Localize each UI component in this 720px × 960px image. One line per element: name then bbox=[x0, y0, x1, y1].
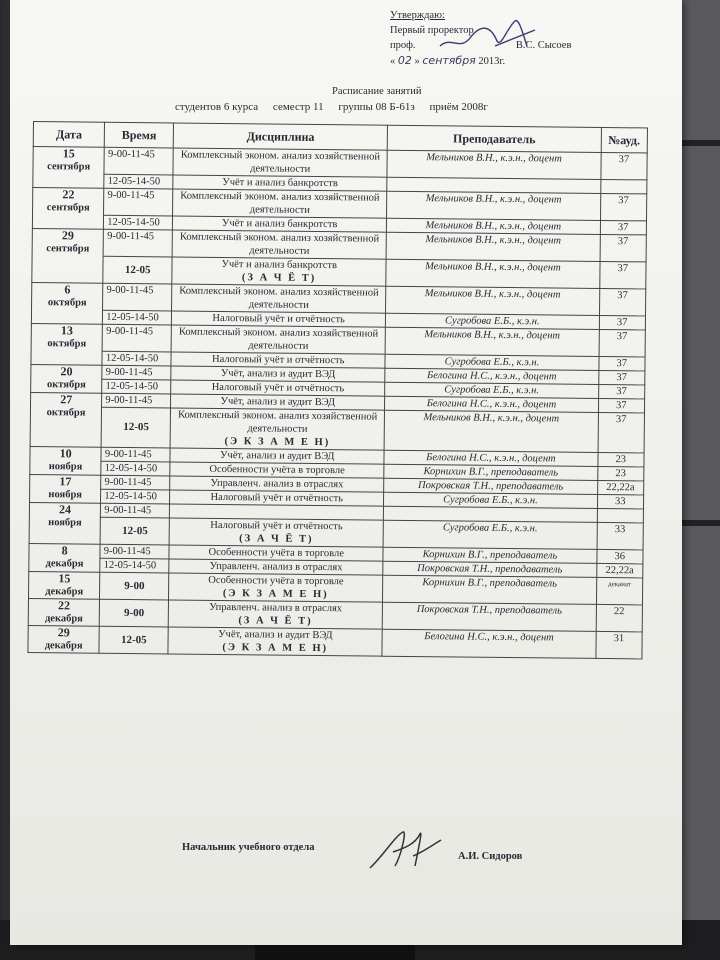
discipline-name: Комплексный эконом. анализ хозяйственной деятельности bbox=[180, 190, 380, 216]
cell-date bbox=[31, 323, 103, 365]
cell-teacher: Корнихин В.Г., преподаватель bbox=[384, 464, 597, 480]
discipline-name: Комплексный эконом. анализ хозяйственной деятельности bbox=[180, 149, 381, 175]
date-day: 29 bbox=[57, 625, 70, 640]
approval-signer-name: В.С. Сысоев bbox=[515, 40, 572, 51]
cell-room bbox=[600, 179, 647, 193]
discipline-name: Управленч. анализ в отраслях bbox=[209, 560, 343, 574]
cell-date bbox=[28, 571, 100, 599]
footer-name: А.И. Сидоров bbox=[458, 851, 523, 862]
document-sheet bbox=[10, 0, 682, 945]
date-month: декабря bbox=[45, 586, 84, 598]
discipline-name: Учёт, анализ и аудит ВЭД bbox=[220, 367, 336, 381]
col-teacher: Преподаватель bbox=[387, 125, 601, 152]
date-month: октября bbox=[47, 338, 87, 350]
assessment-type: (З А Ч Ё Т) bbox=[238, 615, 313, 627]
date-month: октября bbox=[47, 297, 87, 309]
semester: семестр 11 bbox=[272, 101, 324, 113]
date-day: 6 bbox=[64, 282, 71, 297]
footer-position: Начальник учебного отдела bbox=[182, 842, 315, 853]
cell-teacher: Мельников В.Н., к.э.н., доцент bbox=[387, 218, 600, 234]
cell-discipline bbox=[173, 148, 387, 177]
discipline-name: Комплексный эконом. анализ хозяйственной деятельности bbox=[177, 409, 378, 435]
cell-time: 9-00-11-45 bbox=[104, 188, 173, 216]
date-day: 17 bbox=[59, 474, 72, 489]
cell-time: 12-05-14-50 bbox=[101, 461, 170, 476]
cell-time: 12-05-14-50 bbox=[100, 558, 169, 573]
discipline-name: Комплексный эконом. анализ хозяйственной деятельности bbox=[179, 231, 380, 257]
cell-time: 12-05-14-50 bbox=[103, 310, 172, 325]
students-course: студентов 6 курса bbox=[175, 101, 259, 113]
cell-time: 9-00-11-45 bbox=[101, 475, 170, 490]
discipline-name: Учёт и анализ банкротств bbox=[222, 176, 338, 190]
cell-teacher: Сугробова Е.Б., к.э.н. bbox=[383, 520, 597, 549]
date-month: декабря bbox=[45, 558, 84, 570]
cell-date bbox=[29, 543, 101, 572]
cell-discipline bbox=[173, 189, 387, 218]
cell-discipline bbox=[168, 600, 382, 629]
cell-date bbox=[31, 364, 103, 393]
discipline-name: Учёт, анализ и аудит ВЭД bbox=[219, 449, 335, 463]
cell-teacher: Сугробова Е.Б., к.э.н. bbox=[386, 313, 599, 329]
cell-room: 37 bbox=[599, 288, 646, 315]
cell-teacher: Мельников В.Н., к.э.н., доцент bbox=[384, 410, 598, 452]
date-month: октября bbox=[46, 407, 86, 419]
assessment-type: (Э К З А М Е Н) bbox=[222, 588, 329, 601]
cell-time: 12-05-14-50 bbox=[102, 379, 171, 394]
cell-room: 23 bbox=[597, 466, 644, 480]
date-day: 13 bbox=[60, 323, 74, 338]
date-day: 02 bbox=[397, 54, 412, 67]
date-month: декабря bbox=[44, 613, 83, 625]
cell-date bbox=[30, 392, 102, 447]
cell-room: 37 bbox=[598, 356, 645, 370]
cell-room: 37 bbox=[600, 234, 647, 261]
cell-teacher: Корнихин В.Г., преподаватель bbox=[383, 575, 597, 604]
cell-teacher: Покровская Т.Н., преподаватель bbox=[383, 561, 596, 577]
group: группы 08 Б-61з bbox=[338, 101, 415, 113]
assessment-type: (З А Ч Ё Т) bbox=[239, 533, 314, 545]
cell-time: 12-05-14-50 bbox=[102, 351, 171, 366]
cell-teacher: Мельников В.Н., к.э.н., доцент bbox=[385, 327, 599, 356]
cell-teacher: Мельников В.Н., к.э.н., доцент bbox=[387, 191, 601, 220]
intake-year: приём 2008г bbox=[429, 101, 488, 113]
cell-discipline bbox=[168, 627, 382, 656]
cell-teacher: Мельников В.Н., к.э.н., доцент bbox=[386, 259, 600, 288]
cell-room: 37 bbox=[600, 220, 647, 234]
discipline-name: Особенности учёта в торговле bbox=[208, 574, 344, 588]
cell-room: 37 bbox=[598, 398, 645, 412]
cell-time: 12-05 bbox=[100, 517, 169, 545]
cell-date bbox=[32, 228, 104, 283]
cell-teacher: Покровская Т.Н., преподаватель bbox=[382, 602, 596, 631]
date-month: ноября bbox=[48, 489, 83, 501]
date-day: 22 bbox=[58, 598, 71, 613]
col-date: Дата bbox=[33, 122, 105, 148]
cell-discipline bbox=[170, 408, 385, 450]
cell-time: 9-00-11-45 bbox=[103, 229, 172, 257]
discipline-name: Учёт, анализ и аудит ВЭД bbox=[218, 628, 333, 642]
cell-date bbox=[28, 598, 100, 626]
cell-teacher: Мельников В.Н., к.э.н., доцент bbox=[386, 286, 600, 315]
date-day: 20 bbox=[60, 364, 73, 379]
cell-teacher: Белогина Н.С., к.э.н., доцент bbox=[384, 450, 597, 466]
date-month: ноября bbox=[48, 517, 82, 529]
cell-time: 9-00-11-45 bbox=[104, 147, 173, 175]
date-month: октября bbox=[46, 379, 86, 391]
cell-room: 37 bbox=[599, 261, 646, 288]
cell-discipline bbox=[172, 257, 386, 286]
date-quote: » bbox=[414, 56, 420, 67]
cell-date bbox=[31, 282, 103, 324]
date-day: 15 bbox=[62, 146, 75, 161]
cell-teacher: Покровская Т.Н., преподаватель bbox=[384, 478, 597, 494]
cell-teacher: Белогина Н.С., к.э.н., доцент bbox=[385, 396, 598, 412]
cell-teacher: Сугробова Е.Б., к.э.н. bbox=[385, 354, 598, 370]
schedule-table bbox=[27, 121, 648, 659]
cell-time: 9-00 bbox=[100, 599, 169, 627]
cell-discipline bbox=[172, 284, 386, 313]
cell-time: 12-05 bbox=[101, 407, 170, 448]
schedule-subtitle bbox=[175, 101, 500, 113]
cell-time: 12-05-14-50 bbox=[104, 215, 173, 230]
date-quote: « bbox=[390, 56, 396, 67]
date-day: 8 bbox=[61, 543, 68, 558]
discipline-name: Налоговый учёт и отчётность bbox=[210, 491, 344, 505]
cell-date bbox=[29, 502, 101, 544]
cell-time: 9-00-11-45 bbox=[100, 544, 169, 559]
cell-room: 33 bbox=[597, 522, 644, 549]
cell-time: 12-05 bbox=[99, 626, 168, 654]
cell-room: 36 bbox=[596, 549, 643, 563]
cell-discipline bbox=[169, 573, 383, 602]
discipline-name: Налоговый учёт и отчётность bbox=[210, 519, 343, 533]
cell-room: 37 bbox=[598, 412, 645, 452]
cell-date bbox=[30, 474, 102, 503]
date-month: сентября bbox=[46, 243, 90, 255]
cell-room: 37 bbox=[598, 370, 645, 384]
cell-date bbox=[32, 188, 104, 230]
date-day: 24 bbox=[59, 502, 72, 517]
approval-title: проф. bbox=[390, 40, 416, 51]
prorector-signature bbox=[435, 16, 545, 56]
cell-teacher: Белогина Н.С., к.э.н., доцент bbox=[382, 629, 596, 658]
cell-teacher: Мельников В.Н., к.э.н., доцент bbox=[386, 232, 600, 261]
cell-time: 9-00-11-45 bbox=[102, 324, 171, 352]
cell-time: 9-00-11-45 bbox=[103, 283, 172, 311]
discipline-name: Налоговый учёт и отчётность bbox=[212, 312, 345, 326]
discipline-name: Особенности учёта в торговле bbox=[208, 546, 344, 560]
cell-time: 9-00 bbox=[100, 572, 169, 600]
approval-heading: Утверждаю: bbox=[390, 10, 445, 21]
schedule-title: Расписание занятий bbox=[332, 86, 422, 97]
assessment-type: (Э К З А М Е Н) bbox=[224, 436, 331, 449]
date-day: 29 bbox=[61, 228, 75, 243]
cell-time: 12-05-14-50 bbox=[101, 489, 170, 504]
date-month: сентября bbox=[47, 161, 91, 173]
discipline-name: Управленч. анализ в отраслях bbox=[210, 477, 344, 491]
discipline-name: Особенности учёта в торговле bbox=[209, 463, 345, 477]
cell-discipline bbox=[171, 325, 385, 354]
cell-room: 22,22а bbox=[597, 480, 644, 494]
discipline-name: Комплексный эконом. анализ хозяйственной деятельности bbox=[179, 285, 379, 311]
cell-teacher: Сугробова Е.Б., к.э.н. bbox=[385, 382, 598, 398]
cell-room: 37 bbox=[600, 152, 647, 179]
cell-room: деканат bbox=[596, 577, 643, 604]
cell-teacher: Сугробова Е.Б., к.э.н. bbox=[384, 492, 597, 508]
discipline-name: Налоговый учёт и отчётность bbox=[211, 381, 345, 395]
cell-time: 9-00-11-45 bbox=[101, 447, 170, 462]
cell-discipline bbox=[172, 230, 386, 259]
cell-room: 33 bbox=[597, 494, 644, 508]
assessment-type: (Э К З А М Е Н) bbox=[222, 642, 329, 655]
approval-position: Первый проректор bbox=[390, 25, 474, 36]
cell-room: 22 bbox=[596, 604, 643, 631]
cell-discipline bbox=[169, 518, 383, 547]
cell-room bbox=[597, 508, 644, 522]
col-room: №ауд. bbox=[601, 127, 648, 152]
cell-teacher: Белогина Н.С., к.э.н., доцент bbox=[385, 368, 598, 384]
cell-room: 31 bbox=[595, 631, 642, 658]
col-discipline: Дисциплина bbox=[173, 123, 387, 150]
date-day: 22 bbox=[62, 187, 75, 202]
cell-room: 37 bbox=[600, 193, 647, 220]
cell-room: 37 bbox=[599, 315, 646, 329]
date-year: 2013г. bbox=[478, 56, 506, 67]
cell-time: 12-05 bbox=[103, 256, 172, 284]
cell-time: 9-00-11-45 bbox=[102, 393, 171, 408]
cell-date bbox=[33, 147, 105, 189]
cell-teacher: Корнихин В.Г., преподаватель bbox=[383, 547, 596, 563]
cell-room: 37 bbox=[598, 384, 645, 398]
discipline-name: Учёт и анализ банкротств bbox=[221, 258, 338, 272]
date-month: ноября bbox=[48, 461, 83, 473]
cell-room: 22,22а bbox=[596, 563, 643, 577]
discipline-name: Управленч. анализ в отраслях bbox=[209, 601, 343, 615]
cell-room: 37 bbox=[599, 329, 646, 356]
cell-time: 12-05-14-50 bbox=[104, 174, 173, 189]
date-month: сентября bbox=[422, 54, 476, 67]
discipline-name: Налоговый учёт и отчётность bbox=[211, 353, 345, 367]
head-signature bbox=[365, 826, 445, 874]
discipline-name: Комплексный эконом. анализ хозяйственной деятельности bbox=[178, 326, 379, 352]
discipline-name: Учёт, анализ и аудит ВЭД bbox=[220, 395, 336, 409]
cell-time: 9-00-11-45 bbox=[102, 365, 171, 380]
date-day: 10 bbox=[59, 446, 72, 461]
cell-teacher: Мельников В.Н., к.э.н., доцент bbox=[387, 150, 601, 179]
date-month: сентября bbox=[46, 202, 90, 214]
cell-date bbox=[30, 446, 102, 475]
cell-date bbox=[28, 625, 100, 653]
table-row bbox=[28, 625, 642, 658]
discipline-name: Учёт и анализ банкротств bbox=[221, 217, 338, 231]
date-day: 15 bbox=[58, 571, 71, 586]
assessment-type: (З А Ч Ё Т) bbox=[241, 272, 317, 284]
table-row bbox=[30, 406, 644, 452]
cell-room: 23 bbox=[597, 452, 644, 466]
cell-time: 9-00-11-45 bbox=[101, 503, 170, 518]
date-day: 27 bbox=[60, 392, 73, 407]
date-month: декабря bbox=[44, 640, 83, 652]
col-time: Время bbox=[105, 122, 174, 148]
